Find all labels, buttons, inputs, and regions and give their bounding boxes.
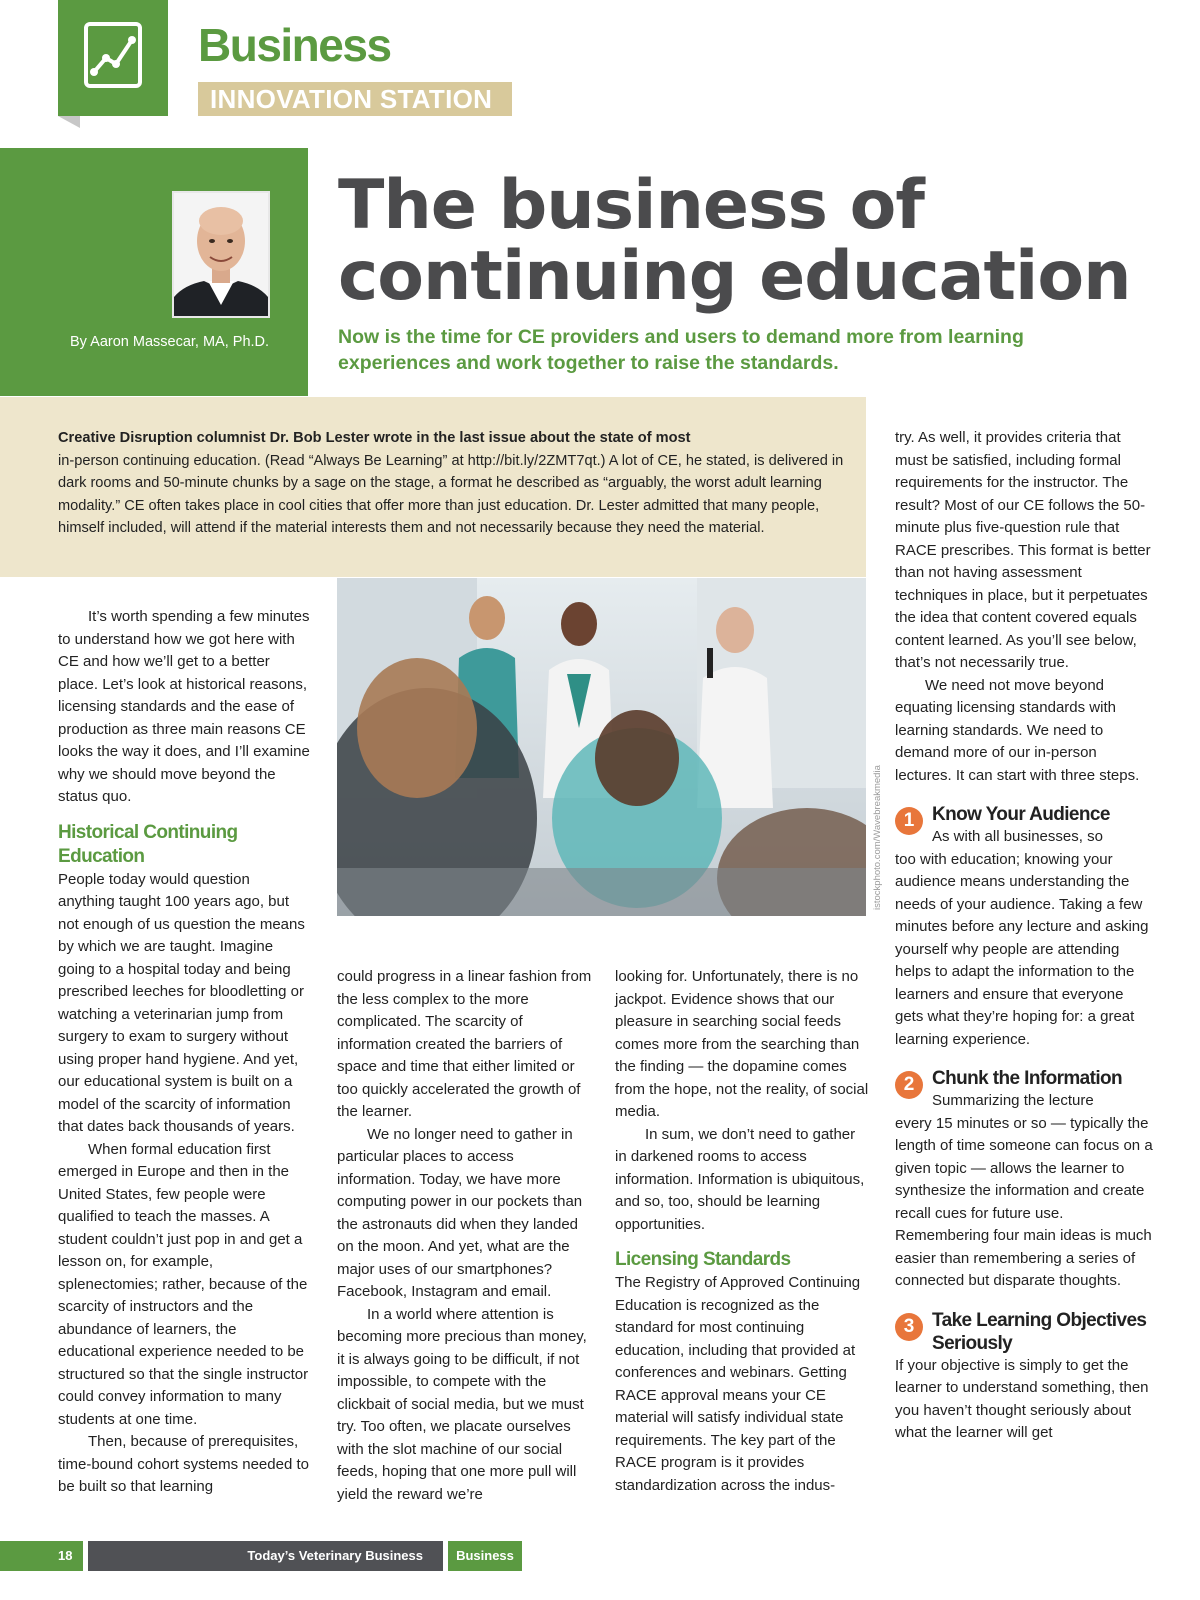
step-number-badge: 1	[895, 807, 923, 835]
byline-panel	[0, 148, 308, 396]
step-title: Know Your Audience	[932, 804, 1110, 825]
step-title: Chunk the Information	[932, 1068, 1123, 1089]
chart-line-icon	[84, 22, 142, 88]
byline: By Aaron Massecar, MA, Ph.D.	[70, 334, 270, 350]
subheading-historical: Historical Continuing Education	[58, 821, 238, 867]
paragraph: In a world where attention is becoming more precious than money, it is always going to be difficult, if not impossible, to compete with the clickbait of social media, but we must try. Too often, we placate ourselves with the slot machine of our social feeds, hoping that one more pull will yield the reward we’re	[337, 1305, 587, 1503]
intro-body: in-person continuing education. (Read “Always Be Learning” at http://bit.ly/2ZMT7qt.) A lot of CE, he stated, is delivered in dark rooms and 50-minute chunks by a sage on the stage, a format he described as “arguably, the worst adult learning modality.” CE often takes place in cool cities that offer more than just education. Dr. Lester admitted that many people, himself included, will attend if the material interests them and not necessarily because they need the material.	[58, 452, 844, 536]
magazine-name: Today’s Veterinary Business	[88, 1541, 443, 1571]
paragraph: In sum, we don’t need to gather in darkened rooms to access information. Information is ubiquitous, and so, too, should be learning opportunities.	[615, 1125, 865, 1233]
paragraph: We need not move beyond equating licensing standards with learning standards. We need to demand more of our in-person lectures. It can start with three steps.	[895, 676, 1140, 784]
title-line-1: The business of	[338, 166, 924, 245]
text-column-2	[337, 966, 592, 1506]
intro-lead: Creative Disruption columnist Dr. Bob Lester wrote in the last issue about the state of most	[58, 430, 691, 446]
page-number: 18	[0, 1541, 83, 1571]
subheading-licensing: Licensing Standards	[615, 1249, 791, 1270]
paragraph: People today would question anything taught 100 years ago, but not enough of us question the means by which we are taught. Imagine going to a hospital today and being prescribed leeches for bloodletting or watching a veterinarian jump from surgery to exam to surgery without using proper hand hygiene. And yet, our educational system is built on a model of the scarcity of information that dates back thousands of years.	[58, 870, 305, 1135]
section-subtitle: INNOVATION STATION	[198, 82, 512, 116]
paragraph: Then, because of prerequisites, time-bound cohort systems needed to be built so that learning	[58, 1433, 309, 1495]
step-2	[895, 1067, 1153, 1293]
author-photo	[172, 191, 270, 318]
step-body: too with education; knowing your audience means understanding the needs of your audience. Taking a few minutes before any lecture and asking yourself why people are attending helps to adapt the information to the learners and ensure that everyone gets what they’re hoping for: a great learning experience.	[895, 850, 1149, 1048]
title-line-2: continuing education	[338, 237, 1131, 316]
intro-paragraph	[58, 427, 848, 540]
step-number-badge: 3	[895, 1313, 923, 1341]
article-deck: Now is the time for CE providers and users to demand more from learning experiences and work together to raise the standards.	[338, 326, 1024, 374]
step-body: If your objective is simply to get the learner to understand something, then you haven’t thought seriously about what the learner will get	[895, 1356, 1149, 1441]
paragraph: The Registry of Approved Continuing Education is recognized as the standard for most continuing education, including that provided at conferences and webinars. Getting RACE approval means your CE material will satisfy individual state requirements. The key part of the RACE program is it provides standardization across the indus-	[615, 1274, 861, 1494]
footer-section: Business	[448, 1541, 522, 1571]
step-number-badge: 2	[895, 1071, 923, 1099]
step-title: Take Learning Objectives Seriously	[932, 1309, 1147, 1354]
section-logo	[58, 0, 168, 116]
section-title: Business	[198, 19, 391, 71]
paragraph: try. As well, it provides criteria that must be satisfied, including formal requirements for the instructor. The result? Most of our CE follows the 50-minute plus five-question rule that RACE prescribes. This format is better than not having assessment techniques in place, but it perpetuates the idea that content covered equals content learned. As you’ll see below, that’s not necessarily true.	[895, 429, 1151, 671]
text-column-1	[58, 606, 310, 1499]
paragraph: could progress in a linear fashion from the less complex to the more complicated. The scarcity of information created the barriers of space and time that either limited or too quickly accelerated the growth of the learner.	[337, 968, 592, 1120]
paragraph: When formal education first emerged in Europe and then in the United States, few people were qualified to teach the masses. A student couldn’t just pop in and get a lesson on, for example, splenectomies; rather, because of the scarcity of instructors and the abundance of learners, the educational experience needed to be structured so that the single instructor could convey information to many students at one time.	[58, 1140, 309, 1428]
step-1	[895, 803, 1153, 1051]
article-photo	[337, 578, 866, 916]
step-lead: Summarizing the lecture	[932, 1092, 1094, 1109]
paragraph: We no longer need to gather in particular places to access information. Today, we have more computing power in our pockets than the astronauts did when they landed on the moon. And yet, what are the major uses of our smartphones? Facebook, Instagram and email.	[337, 1125, 583, 1300]
paragraph: looking for. Unfortunately, there is no jackpot. Evidence shows that our pleasure in searching social feeds comes more from the searching than the finding — the dopamine comes from the hope, not the reality, of social media.	[615, 968, 869, 1120]
paragraph: It’s worth spending a few minutes to understand how we got here with CE and how we’ll get to a better place. Let’s look at historical reasons, licensing standards and the ease of production as three main reasons CE looks the way it does, and I’ll examine why we should move beyond the status quo.	[58, 608, 310, 805]
text-column-3	[615, 966, 870, 1497]
text-column-4	[895, 427, 1153, 1445]
photo-credit: istockphoto.com/Wavebreakmedia	[872, 765, 883, 910]
step-3	[895, 1309, 1153, 1445]
article-title	[338, 166, 1178, 316]
step-body: every 15 minutes or so — typically the length of time someone can focus on a given topic — allows the learner to synthesize the information and create recall cues for future use. Remembering four main ideas is much easier than remembering a series of connected but disparate thoughts.	[895, 1114, 1153, 1289]
step-lead: As with all businesses, so	[932, 828, 1103, 845]
